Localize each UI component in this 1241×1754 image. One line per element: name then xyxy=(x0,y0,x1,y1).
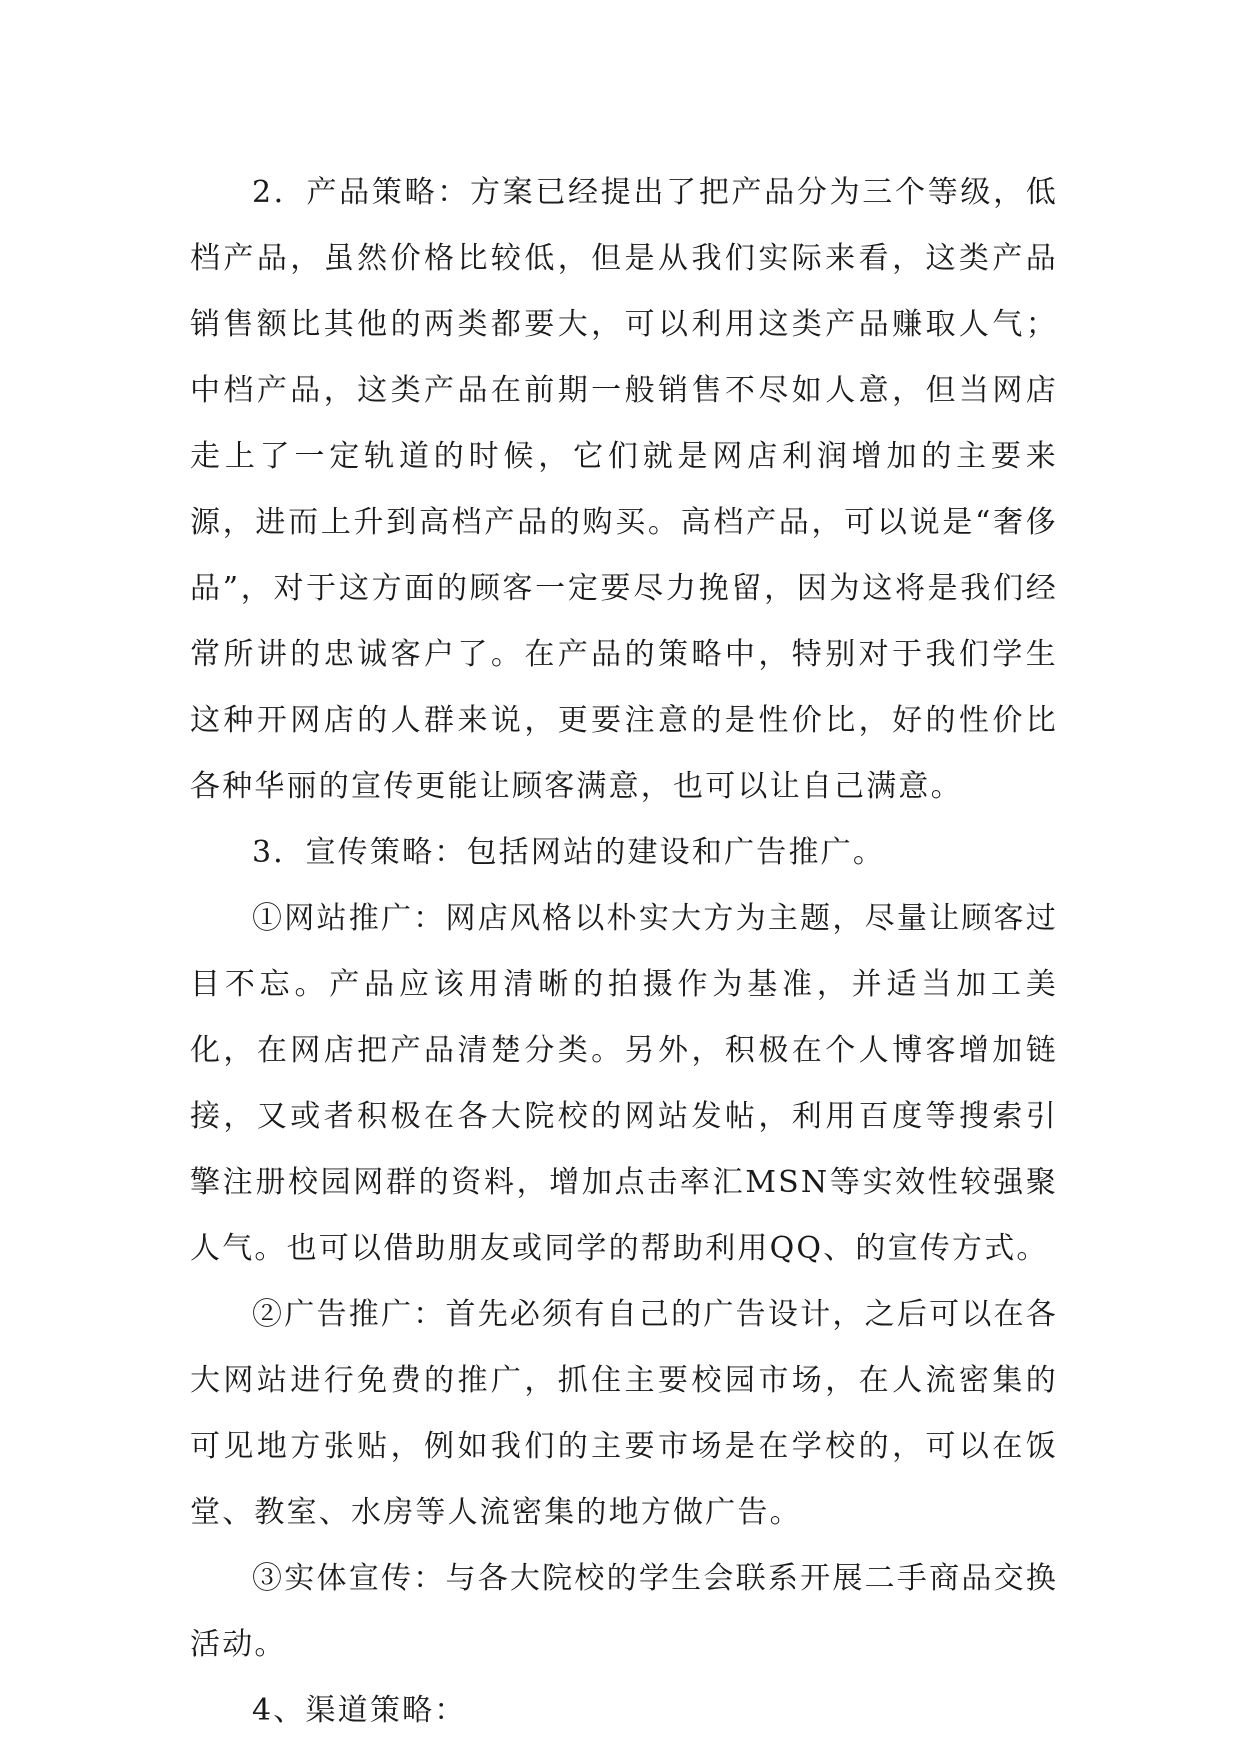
paragraph-promotion-strategy: 3．宣传策略：包括网站的建设和广告推广。 xyxy=(252,835,886,870)
paragraph-website-promotion: ①网站推广：网店风格以朴实大方为主题，尽量让顾客过目不忘。产品应该用清晰的拍摄作为基准，并适当加工美化，在网店把产品清楚分类。另外，积极在个人博客增加链接，又或者积极在各大院校的网站发帖，利用百度等搜索引擎注册校园网群的资料，增加点击率汇MSN等实效性较强聚人气。也可以借助朋友或同学的帮助利用QQ、的宣传方式。 xyxy=(190,901,1058,1266)
paragraph-physical-promotion: ③实体宣传：与各大院校的学生会联系开展二手商品交换活动。 xyxy=(190,1561,1058,1662)
paragraph-ad-promotion: ②广告推广：首先必须有自己的广告设计，之后可以在各大网站进行免费的推广，抓住主要校园市场，在人流密集的可见地方张贴，例如我们的主要市场是在学校的，可以在饭堂、教室、水房等人流密集的地方做广告。 xyxy=(190,1297,1058,1530)
body-text xyxy=(190,160,1058,1744)
paragraph-product-strategy: 2．产品策略：方案已经提出了把产品分为三个等级，低档产品，虽然价格比较低，但是从我们实际来看，这类产品销售额比其他的两类都要大，可以利用这类产品赚取人气；中档产品，这类产品在前期一般销售不尽如人意，但当网店走上了一定轨道的时候，它们就是网店利润增加的主要来源，进而上升到高档产品的购买。高档产品，可以说是“奢侈品”，对于这方面的顾客一定要尽力挽留，因为这将是我们经常所讲的忠诚客户了。在产品的策略中，特别对于我们学生这种开网店的人群来说，更要注意的是性价比，好的性价比各种华丽的宣传更能让顾客满意，也可以让自己满意。 xyxy=(190,175,1058,804)
paragraph-channel-strategy: 4、渠道策略： xyxy=(252,1693,467,1728)
